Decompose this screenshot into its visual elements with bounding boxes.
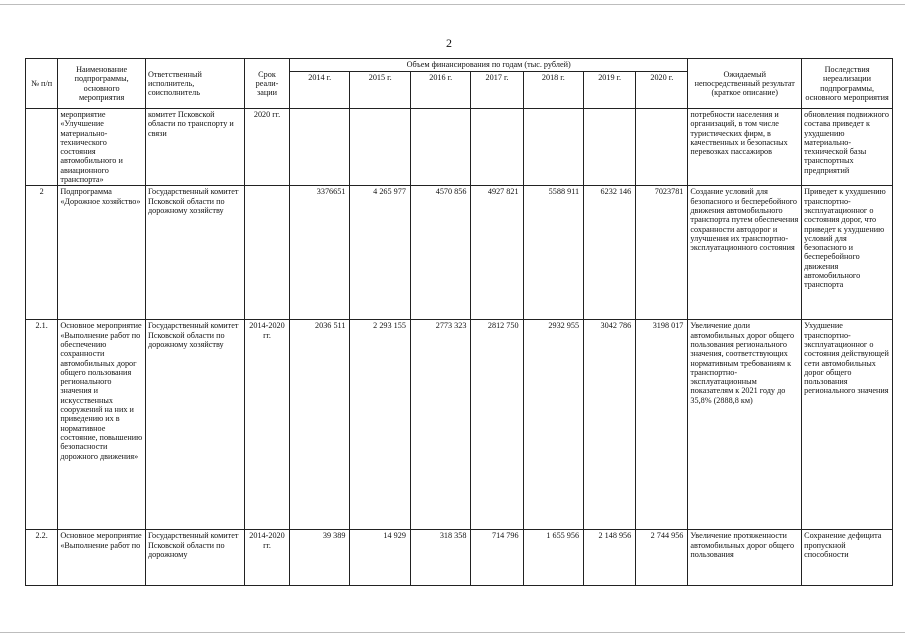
row-value: 1 655 956 bbox=[523, 530, 584, 586]
row-value: 5588 911 bbox=[523, 186, 584, 320]
row-name: Основное мероприятие «Выполнение работ по bbox=[58, 530, 146, 586]
header-year: 2016 г. bbox=[410, 72, 471, 109]
row-consequences: Сохранение дефицита пропускной способности bbox=[802, 530, 893, 586]
row-value: 7023781 bbox=[636, 186, 688, 320]
header-year: 2014 г. bbox=[289, 72, 350, 109]
row-value: 2 744 956 bbox=[636, 530, 688, 586]
header-executor: Ответственный исполнитель, соисполнитель bbox=[145, 59, 244, 109]
row-value bbox=[523, 109, 584, 186]
row-value: 2932 955 bbox=[523, 320, 584, 530]
header-year: 2019 г. bbox=[584, 72, 636, 109]
header-year: 2017 г. bbox=[471, 72, 523, 109]
row-value: 2773 323 bbox=[410, 320, 471, 530]
row-value bbox=[410, 109, 471, 186]
header-financing: Объем финансирования по годам (тыс. рублей) bbox=[289, 59, 687, 72]
table-row bbox=[26, 320, 893, 530]
scan-edge-bottom bbox=[0, 632, 905, 633]
row-result: Увеличение доли автомобильных дорог общего пользования регионального значения, соответствующих нормативным требованиям к транспортно-эксплуатационным показателям к 2021 году до 35,8% (2888,8 км) bbox=[688, 320, 802, 530]
row-value bbox=[636, 109, 688, 186]
header-consequences: Последствия нереализации подпрограммы, основного мероприятия bbox=[802, 59, 893, 109]
header-term: Срок реали-зации bbox=[245, 59, 290, 109]
row-value: 2812 750 bbox=[471, 320, 523, 530]
row-executor: Государственный комитет Псковской области по дорожному bbox=[145, 530, 244, 586]
row-name: мероприятие «Улучшение материально-технического состояния автомобильного и авиационного транспорта» bbox=[58, 109, 146, 186]
row-value bbox=[584, 109, 636, 186]
row-executor: Государственный комитет Псковской области по дорожному хозяйству bbox=[145, 186, 244, 320]
row-name: Основное мероприятие «Выполнение работ по обеспечению сохранности автомобильных дорог общего пользования регионального значения и искусственных сооружений на них и приведению их в нормативное состояние, повышению безопасности дорожного движения» bbox=[58, 320, 146, 530]
row-consequences: Приведет к ухудшению транспортно-эксплуатационног о состояния дорог, что приведет к ухудшению условий для безопасного и бесперебойного движения автомобильного транспорта bbox=[802, 186, 893, 320]
row-value bbox=[350, 109, 411, 186]
row-result: Увеличение протяженности автомобильных дорог общего пользования bbox=[688, 530, 802, 586]
row-value: 2036 511 bbox=[289, 320, 350, 530]
row-value: 3198 017 bbox=[636, 320, 688, 530]
row-executor: Государственный комитет Псковской области по дорожному хозяйству bbox=[145, 320, 244, 530]
row-value: 2 293 155 bbox=[350, 320, 411, 530]
table-row bbox=[26, 109, 893, 186]
row-num: 2 bbox=[26, 186, 58, 320]
row-value: 4927 821 bbox=[471, 186, 523, 320]
row-num bbox=[26, 109, 58, 186]
row-value: 14 929 bbox=[350, 530, 411, 586]
scan-edge-top bbox=[0, 4, 905, 5]
table-row bbox=[26, 186, 893, 320]
row-value bbox=[289, 109, 350, 186]
header-year: 2018 г. bbox=[523, 72, 584, 109]
row-result: Создание условий для безопасного и бесперебойного движения автомобильного транспорта путем обеспечения сохранности автодорог и улучшения их транспортно-эксплуатационного состояния bbox=[688, 186, 802, 320]
row-value: 3376651 bbox=[289, 186, 350, 320]
page-number: 2 bbox=[446, 36, 452, 50]
header-year: 2020 г. bbox=[636, 72, 688, 109]
header-name: Наименование подпрограммы, основного мероприятия bbox=[58, 59, 146, 109]
row-value bbox=[471, 109, 523, 186]
row-term: 2014-2020 гг. bbox=[245, 530, 290, 586]
row-result: потребности населения и организаций, в том числе туристических фирм, в качественных и безопасных перевозках пассажиров bbox=[688, 109, 802, 186]
row-consequences: обновления подвижного состава приведет к ухудшению материально-технической базы транспортных предприятий bbox=[802, 109, 893, 186]
row-name: Подпрограмма «Дорожное хозяйство» bbox=[58, 186, 146, 320]
row-executor: комитет Псковской области по транспорту и связи bbox=[145, 109, 244, 186]
header-num: № п/п bbox=[26, 59, 58, 109]
row-value: 3042 786 bbox=[584, 320, 636, 530]
row-value: 714 796 bbox=[471, 530, 523, 586]
row-term: 2020 гг. bbox=[245, 109, 290, 186]
row-num: 2.1. bbox=[26, 320, 58, 530]
header-result: Ожидаемый непосредственный результат (краткое описание) bbox=[688, 59, 802, 109]
row-value: 4570 856 bbox=[410, 186, 471, 320]
row-value: 318 358 bbox=[410, 530, 471, 586]
header-year: 2015 г. bbox=[350, 72, 411, 109]
row-term: 2014-2020 гг. bbox=[245, 320, 290, 530]
row-value: 39 389 bbox=[289, 530, 350, 586]
row-num: 2.2. bbox=[26, 530, 58, 586]
row-value: 4 265 977 bbox=[350, 186, 411, 320]
row-value: 2 148 956 bbox=[584, 530, 636, 586]
row-term bbox=[245, 186, 290, 320]
table-row bbox=[26, 530, 893, 586]
row-consequences: Ухудшение транспортно-эксплуатационног о состояния действующей сети автомобильных дорог общего пользования регионального значения bbox=[802, 320, 893, 530]
row-value: 6232 146 bbox=[584, 186, 636, 320]
financing-table bbox=[25, 58, 893, 586]
